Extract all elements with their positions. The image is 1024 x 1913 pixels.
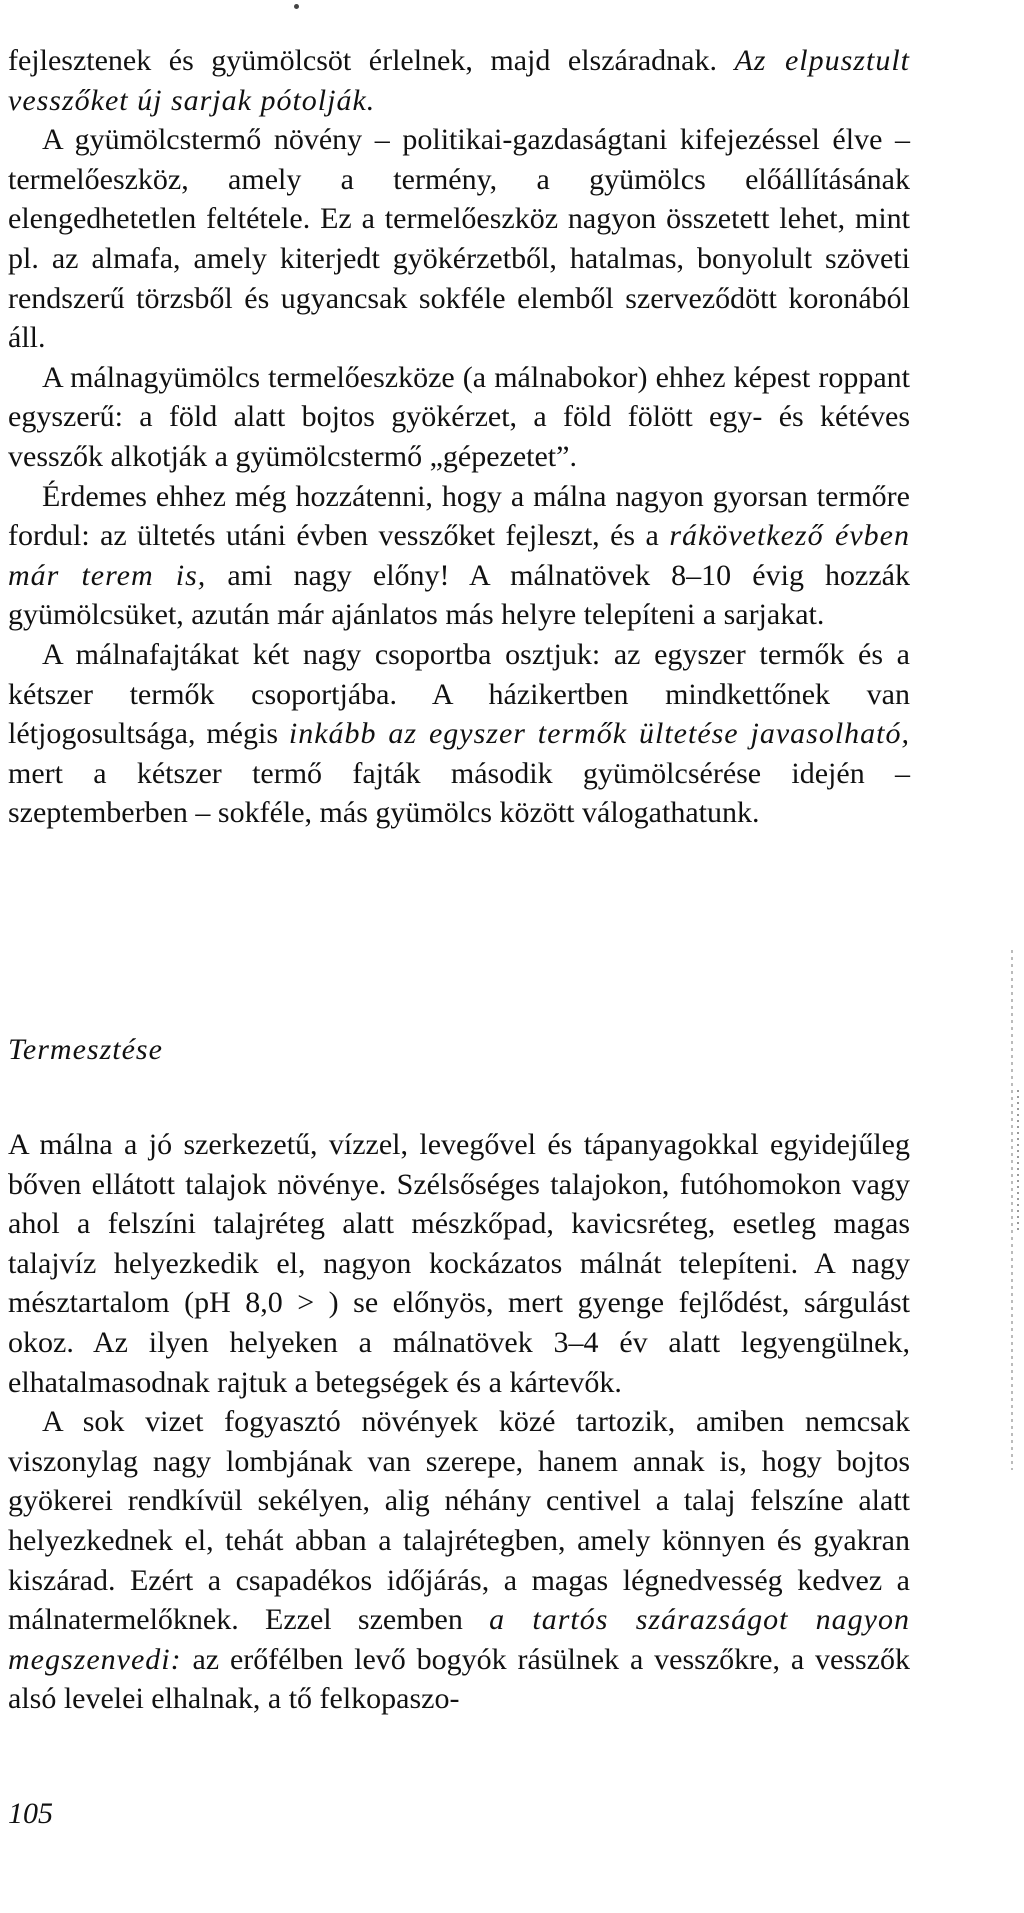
paragraph (8, 358, 910, 477)
text-run: A málnagyümölcs termelőeszköze (a málnabokor) ehhez képest roppant egyszerű: a föld alatt bojtos gyökérzet, a föld fölött egy- és kétéves vesszők alkotják a gyümölcstermő „gépezetet”. (8, 360, 910, 473)
paragraph (8, 120, 910, 358)
paragraph (8, 41, 910, 120)
paragraph (8, 477, 910, 635)
paragraph (8, 1125, 910, 1402)
text-run: Érdemes ehhez még hozzátenni, hogy a málna nagyon gyorsan termőre fordul: az ültetés utáni évben vesszőket fejleszt, és a (8, 479, 910, 553)
body-text-block-top (8, 41, 910, 833)
section-heading: Termesztése (8, 1033, 163, 1066)
emphasized-text: a tartós szárazságot nagyon megszenvedi: (8, 1603, 910, 1676)
scan-margin-artifact (1011, 950, 1013, 1470)
scan-speck (294, 4, 299, 9)
text-run: A gyümölcstermő növény – politikai-gazdaságtani kifejezéssel élve – termelőeszköz, amely a termény, a gyümölcs előállításának elengedhetetlen feltétele. Ez a termelőeszköz nagyon összetett lehet, mint pl. az almafa, amely kiterjedt gyökérzetből, hatalmas, bonyolult szöveti rendszerű törzsből és ugyancsak sokféle elemből szerveződött koronából áll. (8, 123, 910, 355)
text-run: A málna a jó szerkezetű, vízzel, levegővel és tápanyagokkal egyidejűleg bőven ellátott talajok növénye. Szélsőséges talajokon, futóhomokon vagy ahol a felszíni talajréteg alatt mészkőpad, kavicsréteg, esetleg magas talajvíz helyezkedik el, nagyon kockázatos málnát telepíteni. A nagy mésztartalom (pH 8,0 > ) se előnyös, mert gyenge fejlődést, sárgulást okoz. Az ilyen helyeken a málnatövek 3–4 év alatt legyengülnek, elhatalmasodnak rajtuk a betegségek és a kártevők. (8, 1128, 910, 1399)
paragraph (8, 635, 910, 833)
page-number: 105 (8, 1797, 53, 1830)
text-run: mert a kétszer termő fajták második gyümölcsérése idején – szeptemberben – sokféle, más gyümölcs között válogathatunk. (8, 756, 910, 830)
emphasized-text: Az elpusztult vesszőket új sarjak pótolják. (8, 44, 910, 117)
text-run: az erőfélben levő bogyók rásülnek a vesszőkre, a vesszők alsó levelei elhalnak, a tő felkopaszo- (8, 1642, 910, 1716)
text-run: fejlesztenek és gyümölcsöt érlelnek, majd elszáradnak. (8, 44, 735, 77)
emphasized-text: rákövetkező évben már terem is, (8, 519, 910, 592)
text-run: ami nagy előny! A málnatövek 8–10 évig hozzák gyümölcsüket, azután már ajánlatos más helyre telepíteni a sarjakat. (8, 558, 910, 632)
body-text-block-bottom (8, 1125, 910, 1719)
emphasized-text: inkább az egyszer termők ültetése javasolható, (288, 717, 910, 751)
text-run: A málnafajtákat két nagy csoportba osztjuk: az egyszer termők és a kétszer termők csoportjába. A házikertben mindkettőnek van létjogosultsága, mégis (8, 637, 910, 751)
paragraph (8, 1402, 910, 1719)
text-run: A sok vizet fogyasztó növények közé tartozik, amiben nemcsak viszonylag nagy lombjának van szerepe, hanem annak is, hogy bojtos gyökerei rendkívül sekélyen, alig néhány centivel a talaj felszíne alatt helyezkednek el, tehát abban a talajrétegben, amely könnyen és gyakran kiszárad. Ezért a csapadékos időjárás, a magas légnedvesség kedvez a málnatermelőknek. Ezzel szemben (8, 1405, 910, 1637)
scan-margin-artifact (1017, 1090, 1019, 1230)
